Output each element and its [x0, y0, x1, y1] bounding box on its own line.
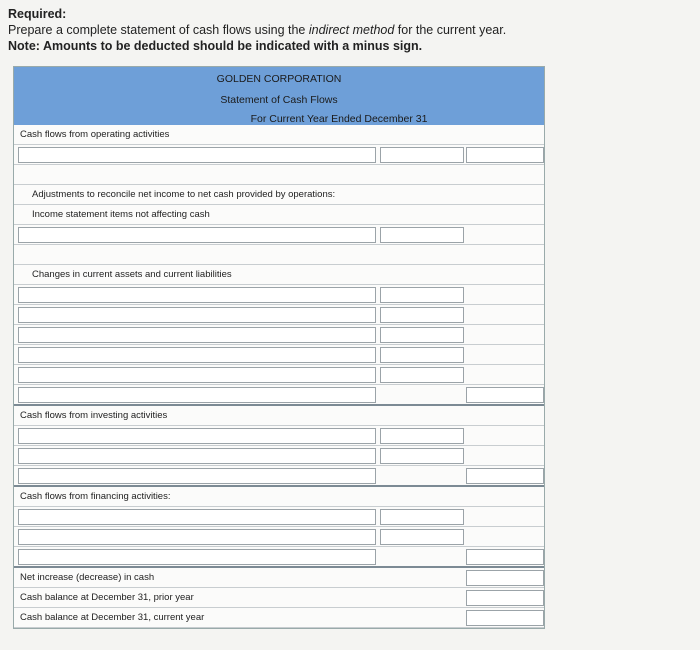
instruction-text: Prepare a complete statement of cash flows using the — [8, 23, 309, 37]
table-row — [14, 285, 544, 305]
amount-input[interactable] — [380, 347, 464, 363]
adjustments-label: Adjustments to reconcile net income to net cash provided by operations: — [32, 189, 336, 200]
company-name: GOLDEN CORPORATION — [216, 73, 342, 85]
instruction-emphasis: indirect method — [308, 23, 395, 37]
table-row — [14, 225, 544, 245]
amount-input[interactable] — [380, 367, 464, 383]
item-input[interactable] — [18, 347, 376, 363]
instruction-text-end: for the current year. — [394, 23, 507, 37]
item-input[interactable] — [18, 147, 376, 163]
amount-input[interactable] — [380, 227, 464, 243]
instructions — [8, 6, 506, 54]
section-row — [14, 265, 544, 285]
table-row — [14, 385, 544, 406]
amount-input[interactable] — [380, 509, 464, 525]
section-row — [14, 185, 544, 205]
table-row — [14, 145, 544, 165]
operating-label: Cash flows from operating activities — [20, 129, 170, 140]
amount-input[interactable] — [380, 428, 464, 444]
statement-period: For Current Year Ended December 31 — [250, 113, 428, 125]
total-input[interactable] — [466, 468, 544, 484]
amount-input[interactable] — [380, 448, 464, 464]
table-row — [14, 305, 544, 325]
prior-balance-label: Cash balance at December 31, prior year — [20, 592, 194, 603]
item-input[interactable] — [18, 509, 376, 525]
table-row — [14, 245, 544, 265]
total-input[interactable] — [466, 147, 544, 163]
total-input[interactable] — [466, 387, 544, 403]
prior-balance-input[interactable] — [466, 590, 544, 606]
amount-input[interactable] — [380, 529, 464, 545]
item-input[interactable] — [18, 327, 376, 343]
table-row — [14, 365, 544, 385]
item-input[interactable] — [18, 468, 376, 484]
table-row — [14, 165, 544, 185]
item-input[interactable] — [18, 387, 376, 403]
section-row — [14, 608, 544, 628]
amount-input[interactable] — [380, 147, 464, 163]
table-row — [14, 426, 544, 446]
instruction-line — [8, 22, 506, 38]
section-row — [14, 487, 544, 507]
amount-input[interactable] — [380, 327, 464, 343]
section-row — [14, 125, 544, 145]
section-row — [14, 406, 544, 426]
net-change-input[interactable] — [466, 570, 544, 586]
current-balance-label: Cash balance at December 31, current year — [20, 612, 205, 623]
section-row — [14, 568, 544, 588]
section-row — [14, 205, 544, 225]
investing-label: Cash flows from investing activities — [20, 410, 168, 421]
item-input[interactable] — [18, 227, 376, 243]
cash-flow-worksheet — [13, 66, 545, 629]
amount-input[interactable] — [380, 307, 464, 323]
changes-label: Changes in current assets and current liabilities — [32, 269, 232, 280]
income-items-label: Income statement items not affecting cash — [32, 209, 210, 220]
item-input[interactable] — [18, 307, 376, 323]
item-input[interactable] — [18, 287, 376, 303]
statement-header — [14, 67, 544, 125]
table-row — [14, 446, 544, 466]
required-heading: Required: — [8, 7, 67, 21]
current-balance-input[interactable] — [466, 610, 544, 626]
item-input[interactable] — [18, 549, 376, 565]
table-row — [14, 345, 544, 365]
item-input[interactable] — [18, 448, 376, 464]
statement-title: Statement of Cash Flows — [220, 94, 338, 106]
table-row — [14, 507, 544, 527]
section-row — [14, 588, 544, 608]
table-row — [14, 547, 544, 568]
table-row — [14, 527, 544, 547]
net-change-label: Net increase (decrease) in cash — [20, 572, 155, 583]
financing-label: Cash flows from financing activities: — [20, 491, 171, 502]
total-input[interactable] — [466, 549, 544, 565]
item-input[interactable] — [18, 428, 376, 444]
item-input[interactable] — [18, 367, 376, 383]
item-input[interactable] — [18, 529, 376, 545]
table-row — [14, 466, 544, 487]
note-line: Note: Amounts to be deducted should be indicated with a minus sign. — [8, 39, 423, 53]
amount-input[interactable] — [380, 287, 464, 303]
table-row — [14, 325, 544, 345]
